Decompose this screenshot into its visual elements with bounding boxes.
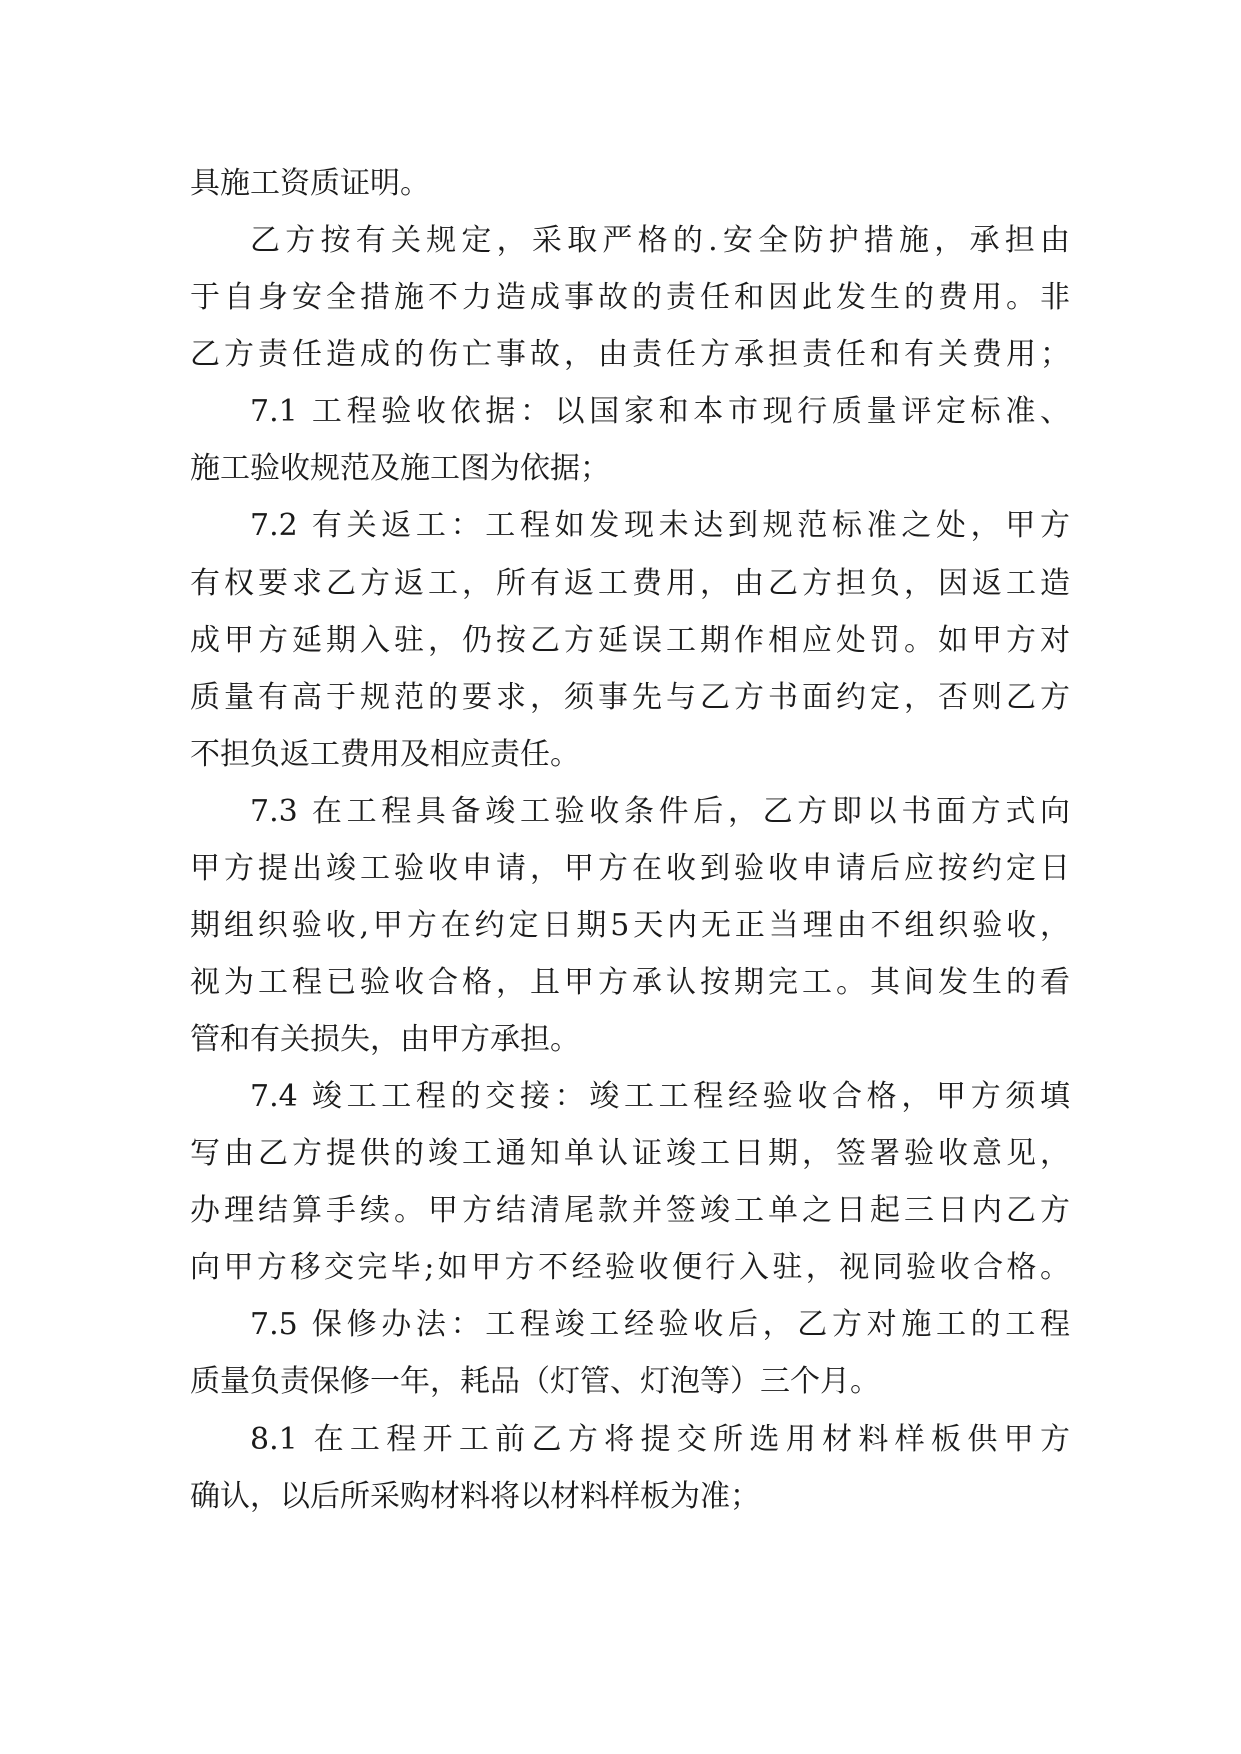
text-line: 办理结算手续。甲方结清尾款并签竣工单之日起三日内乙方 [190, 1193, 1070, 1228]
text-line: 7.3 在工程具备竣工验收条件后，乙方即以书面方式向 [250, 794, 1070, 829]
text-line: 期组织验收,甲方在约定日期5天内无正当理由不组织验收， [190, 908, 1070, 943]
text-line: 成甲方延期入驻，仍按乙方延误工期作相应处罚。如甲方对 [190, 623, 1070, 658]
text-line: 8.1 在工程开工前乙方将提交所选用材料样板供甲方 [250, 1422, 1070, 1457]
text-line: 不担负返工费用及相应责任。 [190, 737, 580, 772]
text-line: 视为工程已验收合格，且甲方承认按期完工。其间发生的看 [190, 965, 1070, 1000]
text-line: 确认，以后所采购材料将以材料样板为准； [190, 1479, 760, 1514]
text-line: 写由乙方提供的竣工通知单认证竣工日期，签署验收意见， [190, 1136, 1070, 1171]
text-line: 管和有关损失，由甲方承担。 [190, 1022, 580, 1057]
text-line: 于自身安全措施不力造成事故的责任和因此发生的费用。非 [190, 280, 1070, 315]
text-line: 7.5 保修办法：工程竣工经验收后，乙方对施工的工程 [250, 1307, 1070, 1342]
text-line: 7.2 有关返工：工程如发现未达到规范标准之处，甲方 [250, 508, 1070, 543]
text-line: 质量有高于规范的要求，须事先与乙方书面约定，否则乙方 [190, 680, 1070, 715]
text-line: 乙方责任造成的伤亡事故，由责任方承担责任和有关费用； [190, 337, 1070, 372]
text-line: 施工验收规范及施工图为依据； [190, 451, 610, 486]
text-line: 7.4 竣工工程的交接：竣工工程经验收合格，甲方须填 [250, 1079, 1070, 1114]
text-line: 7.1 工程验收依据：以国家和本市现行质量评定标准、 [250, 394, 1070, 429]
text-line: 具施工资质证明。 [190, 166, 430, 201]
text-line: 质量负责保修一年，耗品（灯管、灯泡等）三个月。 [190, 1364, 880, 1399]
text-line: 向甲方移交完毕;如甲方不经验收便行入驻，视同验收合格。 [190, 1250, 1070, 1285]
text-line: 甲方提出竣工验收申请，甲方在收到验收申请后应按约定日 [190, 851, 1070, 886]
text-line: 有权要求乙方返工，所有返工费用，由乙方担负，因返工造 [190, 566, 1070, 601]
text-line: 乙方按有关规定，采取严格的.安全防护措施，承担由 [250, 223, 1070, 258]
